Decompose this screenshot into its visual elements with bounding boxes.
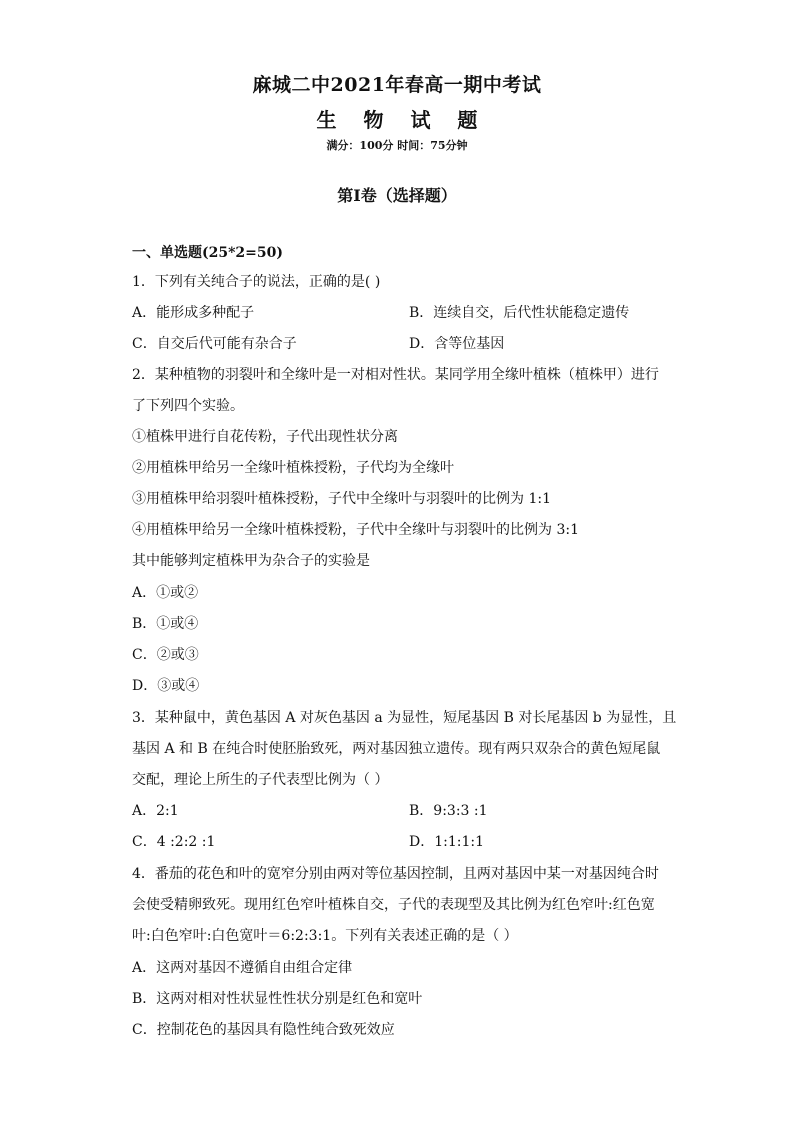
question-4-stem-line: 会使受精卵致死。现用红色窄叶植株自交，子代的表现型及其比例为红色窄叶:红色宽	[132, 897, 655, 913]
question-2-prompt: 其中能够判定植株甲为杂合子的实验是	[132, 553, 370, 569]
question-3-option-b: B．9:3:3 :1	[409, 803, 488, 819]
question-3-stem-line: 交配，理论上所生的子代表型比例为（ ）	[132, 772, 389, 788]
question-4-option-c: C．控制花色的基因具有隐性纯合致死效应	[132, 1022, 395, 1038]
question-1-option-a: A．能形成多种配子	[132, 305, 255, 321]
question-4-stem-line: 叶:白色窄叶:白色宽叶＝6:2:3:1。下列有关表述正确的是（ ）	[132, 928, 518, 944]
volume-title: 第Ⅰ卷（选择题）	[337, 186, 457, 205]
question-1-option-d: D．含等位基因	[409, 336, 505, 352]
question-2-option-a: A．①或②	[132, 585, 199, 601]
question-2-experiment-3: ③用植株甲给羽裂叶植株授粉，子代中全缘叶与羽裂叶的比例为 1:1	[132, 491, 551, 507]
exam-info: 满分：100分 时间：75分钟	[326, 139, 468, 152]
question-1-option-b: B．连续自交，后代性状能稳定遗传	[409, 305, 630, 321]
question-4-option-a: A．这两对基因不遵循自由组合定律	[132, 960, 353, 976]
question-1-option-c: C．自交后代可能有杂合子	[132, 336, 297, 352]
question-2-stem-line: 了下列四个实验。	[132, 398, 244, 414]
question-2-option-d: D．③或④	[132, 678, 200, 694]
question-2-experiment-4: ④用植株甲给另一全缘叶植株授粉，子代中全缘叶与羽裂叶的比例为 3:1	[132, 522, 579, 538]
question-3-stem-line: 基因 A 和 B 在纯合时使胚胎致死，两对基因独立遗传。现有两只双杂合的黄色短尾鼠	[132, 741, 661, 757]
question-2-option-b: B．①或④	[132, 616, 199, 632]
question-1-stem: 1．下列有关纯合子的说法，正确的是( )	[132, 274, 381, 290]
question-4-option-b: B．这两对相对性状显性性状分别是红色和宽叶	[132, 991, 423, 1007]
question-2-experiment-2: ②用植株甲给另一全缘叶植株授粉，子代均为全缘叶	[132, 460, 454, 476]
question-2-option-c: C．②或③	[132, 647, 199, 663]
question-3-stem-line: 3．某种鼠中，黄色基因 A 对灰色基因 a 为显性，短尾基因 B 对长尾基因 b 为显性，且	[132, 710, 677, 726]
question-3-option-c: C．4 :2:2 :1	[132, 834, 216, 850]
question-3-option-d: D．1:1:1:1	[409, 834, 485, 850]
school-title: 麻城二中2021年春高一期中考试	[252, 74, 542, 96]
question-2-stem-line: 2．某种植物的羽裂叶和全缘叶是一对相对性状。某同学用全缘叶植株（植株甲）进行	[132, 367, 659, 383]
question-3-option-a: A．2:1	[132, 803, 179, 819]
subject-title: 生 物 试 题	[316, 108, 488, 132]
question-2-experiment-1: ①植株甲进行自花传粉，子代出现性状分离	[132, 429, 398, 445]
section-title: 一、单选题(25*2=50)	[132, 245, 284, 261]
question-4-stem-line: 4．番茄的花色和叶的宽窄分别由两对等位基因控制，且两对基因中某一对基因纯合时	[132, 866, 659, 882]
